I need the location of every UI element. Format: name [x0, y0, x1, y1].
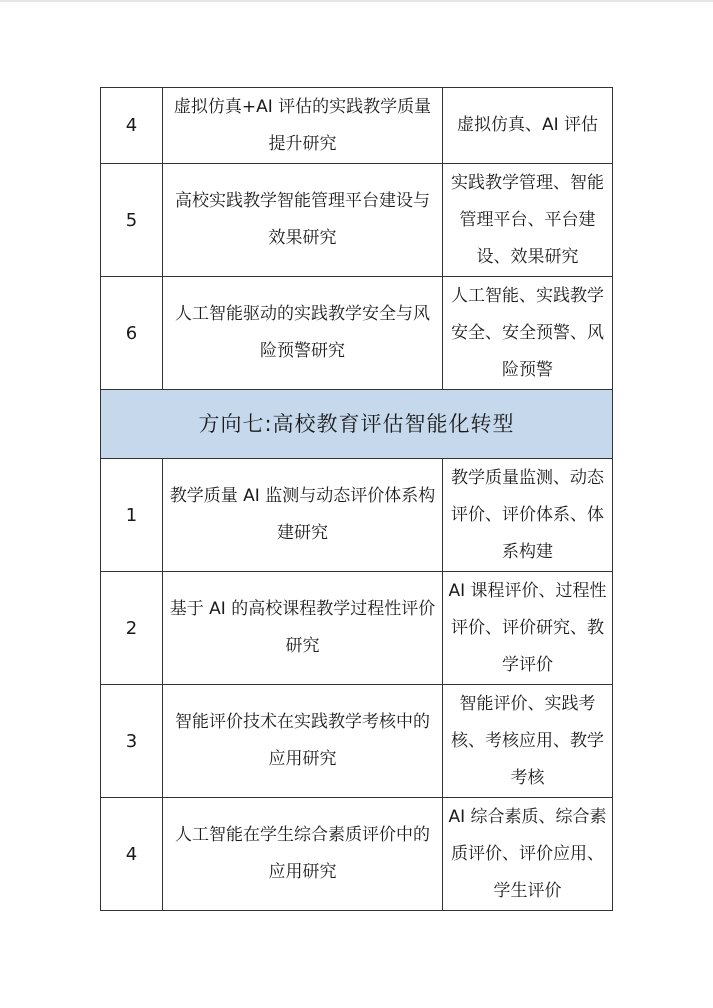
row-number: 1 [101, 459, 163, 572]
topic-cell: 虚拟仿真+AI 评估的实践教学质量提升研究 [163, 88, 443, 164]
keywords-cell: 教学质量监测、动态评价、评价体系、体系构建 [443, 459, 613, 572]
keywords-cell: AI 综合素质、综合素质评价、评价应用、学生评价 [443, 798, 613, 911]
table-row [101, 459, 613, 572]
row-number: 4 [101, 88, 163, 164]
keywords-cell: 智能评价、实践考核、考核应用、教学考核 [443, 685, 613, 798]
direction-heading: 方向七:高校教育评估智能化转型 [101, 390, 613, 459]
row-number: 6 [101, 277, 163, 390]
keywords-cell: 人工智能、实践教学安全、安全预警、风险预警 [443, 277, 613, 390]
topic-cell: 人工智能在学生综合素质评价中的应用研究 [163, 798, 443, 911]
topic-cell: 基于 AI 的高校课程教学过程性评价研究 [163, 572, 443, 685]
row-number: 5 [101, 164, 163, 277]
table-row [101, 88, 613, 164]
topic-cell: 教学质量 AI 监测与动态评价体系构建研究 [163, 459, 443, 572]
top-divider [0, 0, 713, 2]
keywords-cell: 实践教学管理、智能管理平台、平台建设、效果研究 [443, 164, 613, 277]
row-number: 3 [101, 685, 163, 798]
topic-cell: 智能评价技术在实践教学考核中的应用研究 [163, 685, 443, 798]
row-number: 2 [101, 572, 163, 685]
keywords-cell: 虚拟仿真、AI 评估 [443, 88, 613, 164]
table-row [101, 798, 613, 911]
research-topic-table [100, 87, 613, 911]
table-row [101, 572, 613, 685]
table-row [101, 685, 613, 798]
table-row [101, 164, 613, 277]
topic-cell: 高校实践教学智能管理平台建设与效果研究 [163, 164, 443, 277]
topic-cell: 人工智能驱动的实践教学安全与风险预警研究 [163, 277, 443, 390]
row-number: 4 [101, 798, 163, 911]
keywords-cell: AI 课程评价、过程性评价、评价研究、教学评价 [443, 572, 613, 685]
section-heading-row [101, 390, 613, 459]
table-row [101, 277, 613, 390]
